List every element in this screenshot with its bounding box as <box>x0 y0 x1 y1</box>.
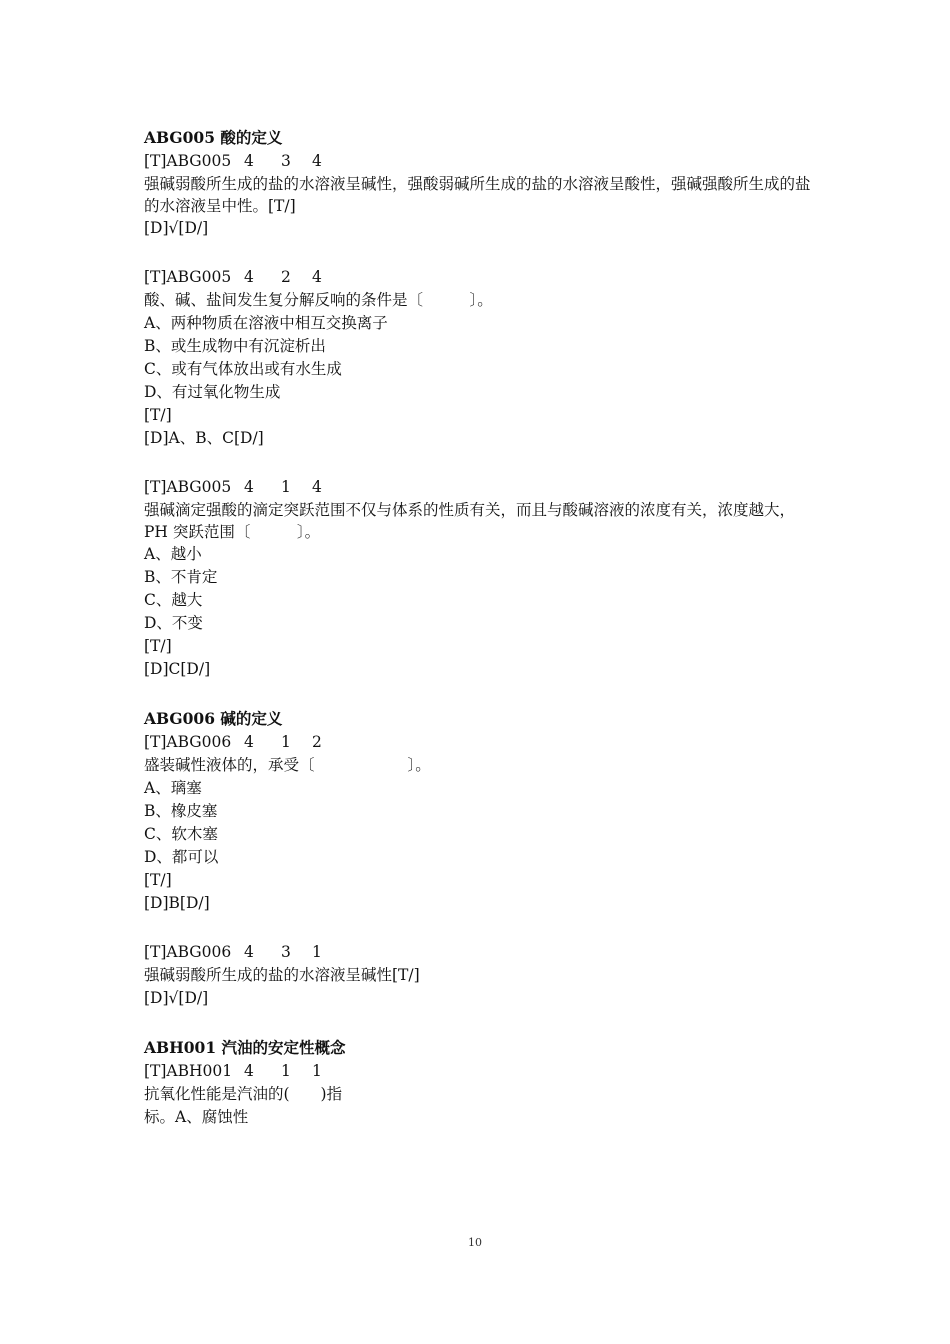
code-num: 3 <box>281 152 291 170</box>
section-heading-abg005: ABG005 酸的定义 <box>144 128 283 147</box>
answer: [D]√[D/] <box>144 989 209 1007</box>
section-heading-abh001: ABH001 汽油的安定性概念 <box>144 1038 346 1057</box>
question-stem: 盛装碱性液体的，承受〔 〕。 <box>144 756 431 774</box>
code-num: 4 <box>312 152 322 170</box>
option-a: A、璃塞 <box>144 779 202 797</box>
code-num: 1 <box>312 943 322 961</box>
document-page <box>144 126 814 1129</box>
code-id: [T]ABG005 <box>144 152 232 170</box>
question-stem: 酸、碱、盐间发生复分解反响的条件是〔 〕。 <box>144 291 493 309</box>
code-num: 2 <box>281 268 291 286</box>
question-code <box>144 266 814 289</box>
code-num: 4 <box>244 152 254 170</box>
question-code <box>144 941 814 964</box>
code-num: 1 <box>281 478 291 496</box>
answer: [D]A、B、C[D/] <box>144 429 264 447</box>
code-id: [T]ABG006 <box>144 733 232 751</box>
question-code <box>144 150 814 173</box>
end-tag: [T/] <box>144 871 172 889</box>
option-c: C、软木塞 <box>144 825 218 843</box>
code-num: 2 <box>312 733 322 751</box>
option-d: D、不变 <box>144 614 203 632</box>
question-stem-continued: 标。A、腐蚀性 <box>144 1108 249 1126</box>
option-b: B、不肯定 <box>144 568 218 586</box>
code-id: [T]ABG006 <box>144 943 232 961</box>
code-num: 4 <box>244 478 254 496</box>
answer: [D]B[D/] <box>144 894 210 912</box>
option-a: A、两种物质在溶液中相互交换离子 <box>144 314 388 332</box>
question-stem: 抗氧化性能是汽油的( )指 <box>144 1085 343 1103</box>
end-tag: [T/] <box>144 637 172 655</box>
end-tag: [T/] <box>144 406 172 424</box>
code-num: 1 <box>312 1062 322 1080</box>
option-b: B、橡皮塞 <box>144 802 218 820</box>
code-num: 1 <box>281 1062 291 1080</box>
code-num: 4 <box>244 943 254 961</box>
page-number: 10 <box>468 1236 482 1249</box>
code-num: 1 <box>281 733 291 751</box>
option-a: A、越小 <box>144 545 202 563</box>
option-d: D、都可以 <box>144 848 219 866</box>
answer: [D]C[D/] <box>144 660 211 678</box>
question-code <box>144 1060 814 1083</box>
question-stem: 强碱弱酸所生成的盐的水溶液呈碱性，强酸弱碱所生成的盐的水溶液呈酸性，强碱强酸所生成的盐的水溶液呈中性。[T/] <box>144 175 811 215</box>
code-num: 3 <box>281 943 291 961</box>
section-heading-abg006: ABG006 碱的定义 <box>144 709 283 728</box>
code-id: [T]ABG005 <box>144 268 232 286</box>
code-num: 4 <box>244 733 254 751</box>
code-id: [T]ABH001 <box>144 1062 233 1080</box>
option-b: B、或生成物中有沉淀析出 <box>144 337 326 355</box>
option-c: C、越大 <box>144 591 203 609</box>
option-c: C、或有气体放出或有水生成 <box>144 360 342 378</box>
code-num: 4 <box>244 268 254 286</box>
question-stem: 强碱滴定强酸的滴定突跃范围不仅与体系的性质有关，而且与酸碱溶液的浓度有关，浓度越大，PH 突跃范围〔 〕。 <box>144 501 796 541</box>
option-d: D、有过氧化物生成 <box>144 383 281 401</box>
question-code <box>144 731 814 754</box>
answer: [D]√[D/] <box>144 219 209 237</box>
code-num: 4 <box>312 478 322 496</box>
code-id: [T]ABG005 <box>144 478 232 496</box>
question-stem: 强碱弱酸所生成的盐的水溶液呈碱性[T/] <box>144 966 420 984</box>
code-num: 4 <box>244 1062 254 1080</box>
code-num: 4 <box>312 268 322 286</box>
question-code <box>144 476 814 499</box>
